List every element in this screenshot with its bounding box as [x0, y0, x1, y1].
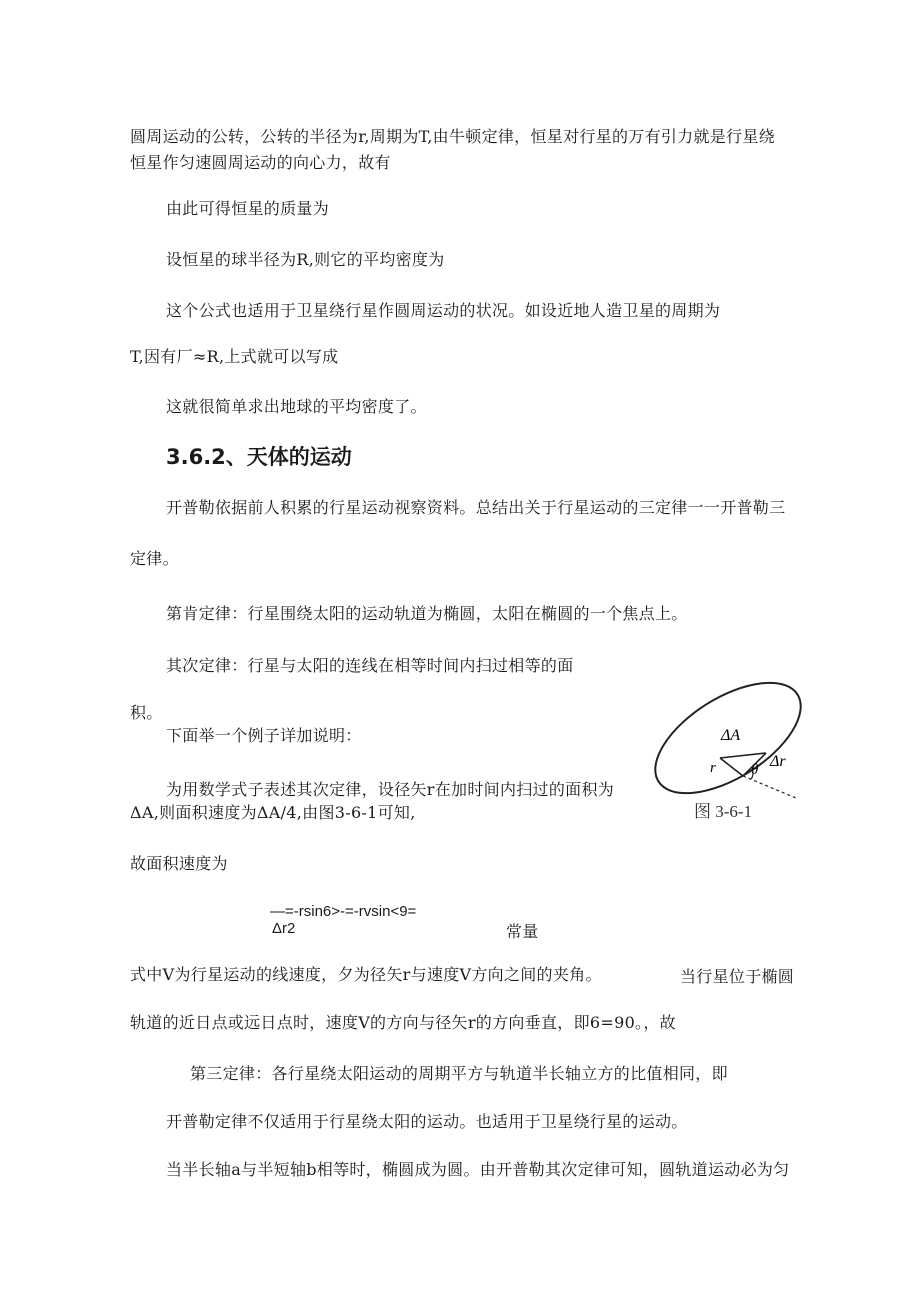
text-line: 这就很简单求出地球的平均密度了。	[166, 397, 427, 416]
text-line: 开普勒依据前人积累的行星运动视察资料。总结出关于行星运动的三定律一一开普勒三	[166, 498, 786, 517]
text-line: 故面积速度为	[130, 854, 228, 873]
orbit-ellipse	[648, 680, 818, 815]
section-heading: 3.6.2、天体的运动	[166, 445, 352, 469]
delta-r-label: Δr	[770, 753, 786, 770]
text-line: 开普勒定律不仅适用于行星绕太阳的运动。也适用于卫星绕行星的运动。	[166, 1112, 688, 1131]
r-label: r	[710, 760, 716, 776]
radius-vector-line	[720, 758, 743, 776]
text-line: 轨道的近日点或远日点时，速度V的方向与径矢r的方向垂直，即6=90。，故	[130, 1013, 676, 1032]
radius-vector-line-2	[720, 753, 766, 758]
text-line: 为用数学式子表述其次定律，设径矢r在加时间内扫过的面积为	[166, 780, 615, 799]
text-line: 这个公式也适用于卫星绕行星作圆周运动的状况。如设近地人造卫星的周期为	[166, 301, 721, 320]
text-line: 圆周运动的公转，公转的半径为r,周期为T,由牛顿定律，恒星对行星的万有引力就是行星绕	[130, 127, 775, 146]
text-line: 第肯定律：行星围绕太阳的运动轨道为椭圆，太阳在椭圆的一个焦点上。	[166, 604, 688, 623]
text-line: 积。	[130, 703, 163, 722]
text-line: T,因有厂≈R,上式就可以写成	[130, 347, 339, 366]
extension-dashed-line	[743, 776, 796, 798]
formula-bottom: Δr2	[272, 920, 296, 937]
figure-caption: 图 3-6-1	[694, 802, 753, 821]
delta-a-label: ΔA	[721, 727, 741, 744]
text-line: ΔA,则面积速度为ΔA∕4,由图3-6-1可知,	[130, 803, 416, 822]
text-line: 式中V为行星运动的线速度，夕为径矢r与速度V方向之间的夹角。	[130, 965, 602, 984]
text-line: 由此可得恒星的质量为	[166, 199, 330, 218]
text-line: 定律。	[130, 549, 179, 568]
text-line: 恒星作匀速圆周运动的向心力，故有	[130, 153, 391, 172]
formula-top: —=-rsin6>-=-rvsin<9=	[270, 903, 417, 920]
text-line: 第三定律：各行星绕太阳运动的周期平方与轨道半长轴立方的比值相同，即	[190, 1064, 728, 1083]
text-line: 其次定律：行星与太阳的连线在相等时间内扫过相等的面	[166, 656, 574, 675]
constant-label: 常量	[506, 922, 539, 941]
text-line: 设恒星的球半径为R,则它的平均密度为	[166, 250, 445, 269]
text-line: 当半长轴a与半短轴b相等时，椭圆成为圆。由开普勒其次定律可知，圆轨道运动必为匀	[166, 1160, 790, 1179]
text-line: 当行星位于椭圆	[680, 967, 795, 986]
text-line: 下面举一个例子详加说明：	[166, 726, 362, 745]
theta-label: θ	[751, 762, 759, 778]
